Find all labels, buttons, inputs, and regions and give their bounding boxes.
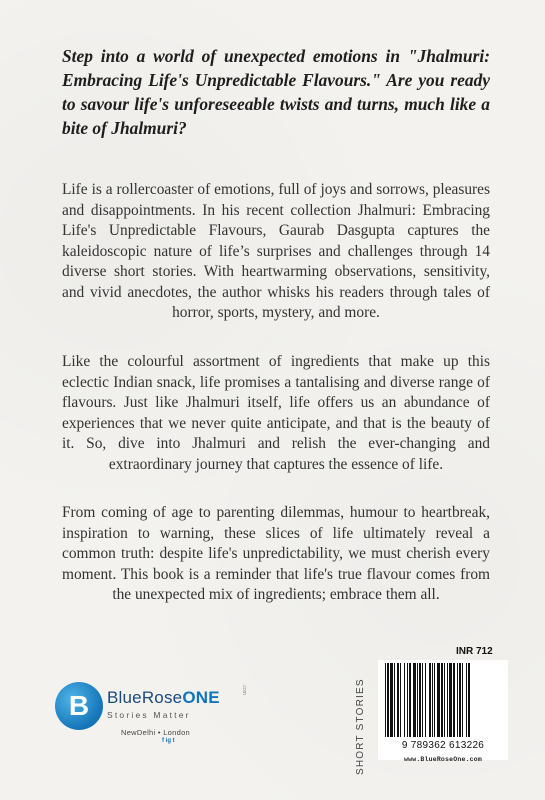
barcode-bar [447,663,448,737]
description-paragraph: Life is a rollercoaster of emotions, full of joys and sorrows, pleasures and disappointments. In his recent collection Jhalmuri: Embracing Life's Unpredictable Flavours, Gaurab Dasgupta captures the kaleidoscopic nature of life’s surprises and challenges through 14 diverse short stories. With heartwarming observations, sensitivity, and vivid anecdotes, the author whisks his readers through tales of horror, sports, mystery, and more. [62,181,490,321]
barcode-bar [466,663,467,737]
barcode-bar [462,663,463,737]
barcode-bar [397,663,399,737]
publisher-website: www.BlueRoseOne.com [404,756,482,763]
genre-label: SHORT STORIES [355,678,366,775]
barcode-bar [434,663,435,737]
description-paragraph: Like the colourful assortment of ingredients that make up this eclectic Indian snack, life promises a tantalising and diverse range of flavours. Just like Jhalmuri itself, life offers us an abundance of experiences that we never quite anticipate, and that is the beauty of it. So, dive into Jhalmuri and relish the ever-changing and extraordinary journey that captures the essence of life. [62,353,490,473]
publisher-name-part1: BlueRose [107,688,183,707]
publisher-cities: NewDelhi • London [121,728,191,737]
isbn-barcode [383,663,503,739]
barcode-bar [404,663,405,737]
logo-letter: B [68,690,90,721]
barcode-bar [400,663,401,737]
barcode-bar [413,663,416,737]
barcode-bar [449,663,452,737]
publisher-domain: .com [241,684,247,695]
barcode-bar [432,663,433,737]
barcode-bar [468,663,470,737]
barcode-bar [390,663,393,737]
barcode-bar [453,663,455,737]
barcode-bar [419,663,421,737]
publisher-name-part2: ONE [182,688,220,707]
barcode-bar [409,663,411,737]
barcode-bar [459,663,461,737]
publisher-name [107,688,220,708]
isbn-number: 9 789362 613226 [401,740,485,751]
publisher-logo [55,682,265,750]
barcode-bar [429,663,431,737]
barcode-bar [441,663,443,737]
barcode-bar [407,663,408,737]
cover-blurb: Step into a world of unexpected emotions in "Jhalmuri: Embracing Life's Unpredictable Flavours." Are you ready to savour life's unforeseeable twists and turns, much like a bite of Jhalmuri? [62,46,490,138]
barcode-bar [394,663,395,737]
publisher-tagline: Stories Matter [107,710,191,720]
description-paragraph: From coming of age to parenting dilemmas, humour to heartbreak, inspiration to warning, these slices of life ultimately reveal a common truth: despite life's unpredictability, we must cherish every moment. This book is a reminder that life's true flavour comes from the unexpected mix of ingredients; embrace them all. [62,504,490,603]
barcode-bar [425,663,426,737]
social-icons: f ig t [162,738,175,744]
barcode-bar [387,663,389,737]
publisher-logo-icon [55,682,103,730]
barcode-bar [437,663,440,737]
barcode-bar [385,663,386,737]
price-label: INR 712 [456,646,493,657]
barcode-bar [457,663,458,737]
barcode-bar [417,663,418,737]
barcode-bar [422,663,423,737]
barcode-bar [444,663,445,737]
